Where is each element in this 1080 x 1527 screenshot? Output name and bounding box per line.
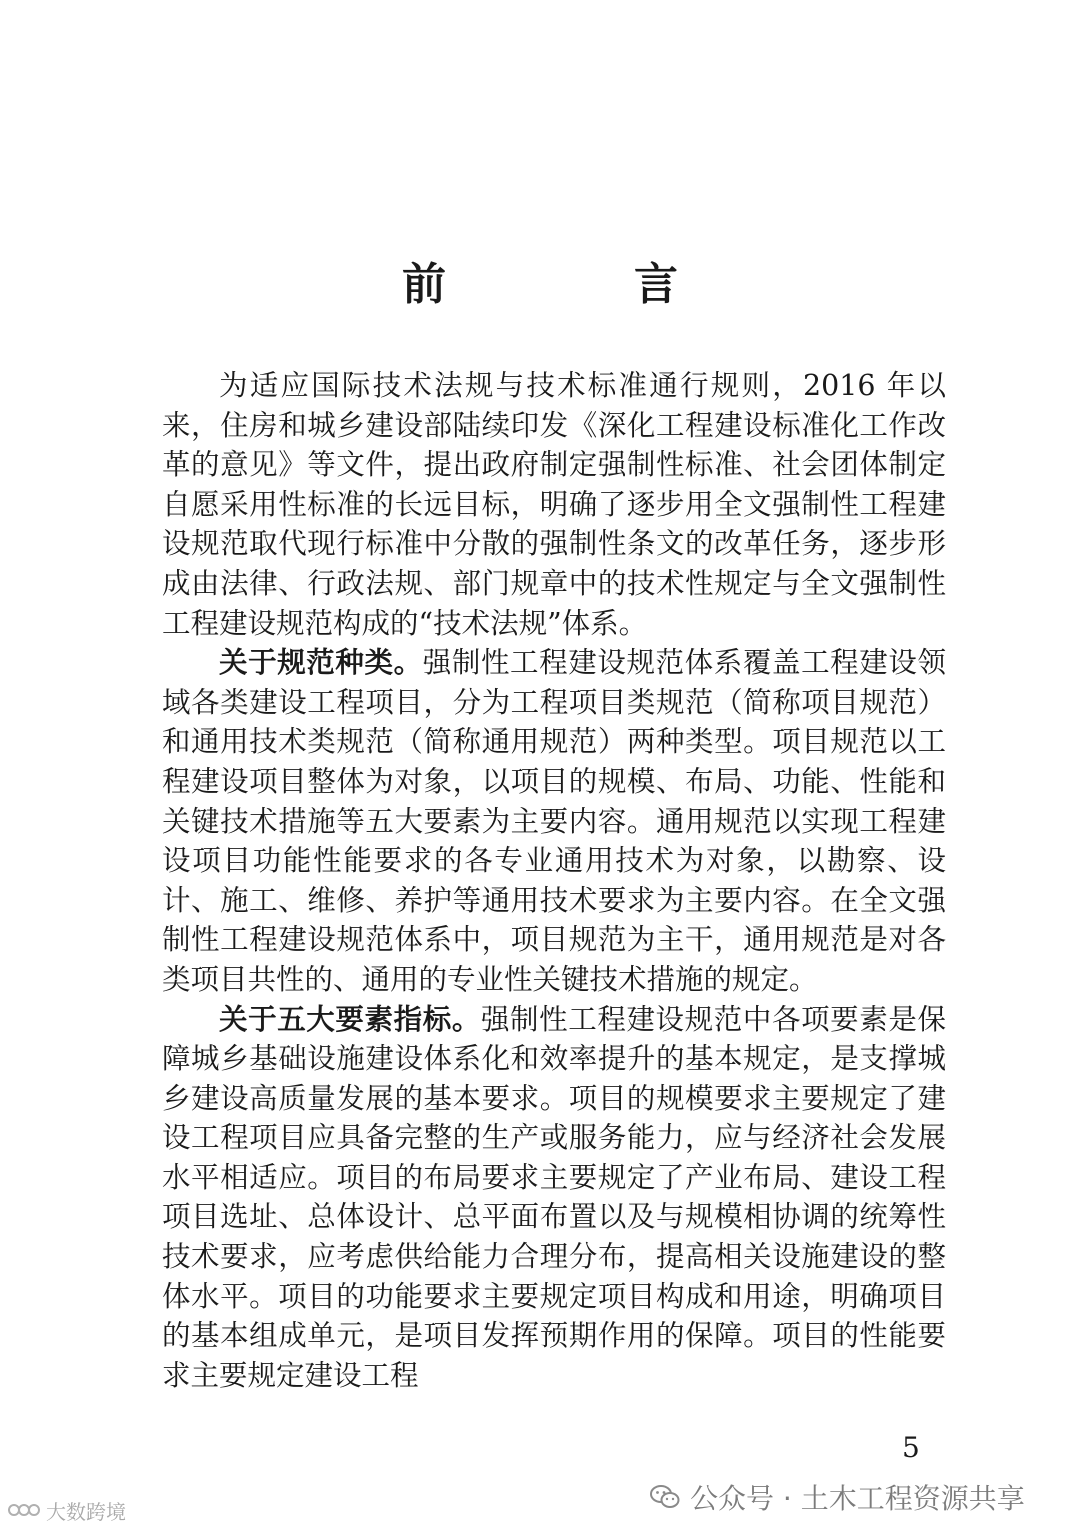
body-text bbox=[162, 366, 946, 1395]
wechat-icon bbox=[650, 1484, 680, 1510]
watermark-brand-text: 大数跨境 bbox=[46, 1499, 126, 1524]
page-number: 5 bbox=[902, 1431, 920, 1464]
paragraph-text: 强制性工程建设规范体系覆盖工程建设领域各类建设工程项目，分为工程项目类规范（简称项目规范）和通用技术类规范（简称通用规范）两种类型。项目规范以工程建设项目整体为对象，以项目的规模、布局、功能、性能和关键技术措施等五大要素为主要内容。通用规范以实现工程建设项目功能性能要求的各专业通用技术为对象，以勘察、设计、施工、维修、养护等通用技术要求为主要内容。在全文强制性工程建设规范体系中，项目规范为主干，通用规范是对各类项目共性的、通用的专业性关键技术措施的规定。 bbox=[162, 646, 946, 996]
paragraph-five-elements bbox=[162, 1000, 946, 1396]
paragraph-lead: 关于规范种类。 bbox=[219, 645, 423, 680]
watermark-brand bbox=[8, 1496, 126, 1524]
paragraph-lead: 关于五大要素指标。 bbox=[219, 1001, 481, 1036]
paragraph-spec-types bbox=[162, 643, 946, 999]
watermark-wechat bbox=[650, 1477, 1025, 1517]
watermark-text: 公众号 · 土木工程资源共享 bbox=[690, 1482, 1025, 1515]
page-title: 前 言 bbox=[402, 259, 750, 310]
small-logo-icon bbox=[8, 1501, 42, 1519]
paragraph-text: 为适应国际技术法规与技术标准通行规则，2016 年以来，住房和城乡建设部陆续印发《深化工程建设标准化工作改革的意见》等文件，提出政府制定强制性标准、社会团体制定自愿采用性标准的长远目标，明确了逐步用全文强制性工程建设规范取代现行标准中分散的强制性条文的改革任务，逐步形成由法律、行政法规、部门规章中的技术性规定与全文强制性工程建设规范构成的“技术法规”体系。 bbox=[162, 369, 946, 640]
paragraph-text: 强制性工程建设规范中各项要素是保障城乡基础设施建设体系化和效率提升的基本规定，是支撑城乡建设高质量发展的基本要求。项目的规模要求主要规定了建设工程项目应具备完整的生产或服务能力，应与经济社会发展水平相适应。项目的布局要求主要规定了产业布局、建设工程项目选址、总体设计、总平面布置以及与规模相协调的统筹性技术要求，应考虑供给能力合理分布，提高相关设施建设的整体水平。项目的功能要求主要规定项目构成和用途，明确项目的基本组成单元，是项目发挥预期作用的保障。项目的性能要求主要规定建设工程 bbox=[162, 1002, 946, 1392]
paragraph-intro bbox=[162, 366, 946, 643]
